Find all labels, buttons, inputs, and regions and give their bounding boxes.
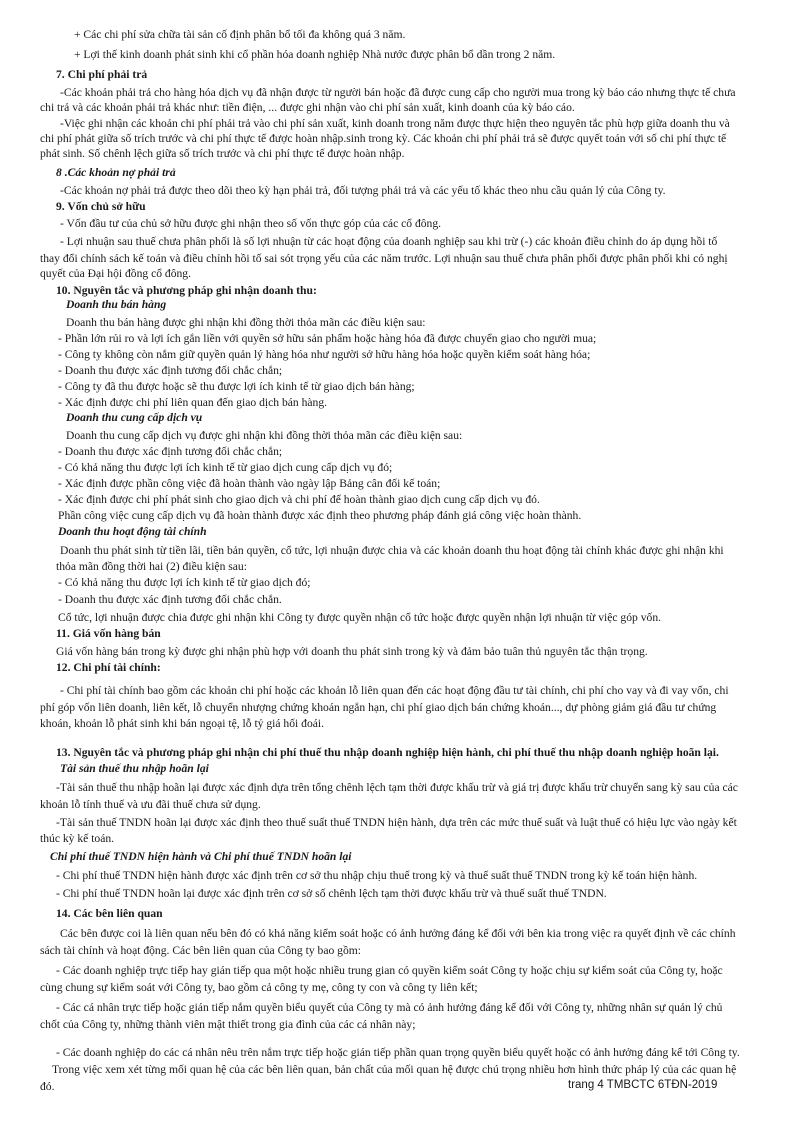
s14-p5-line2: đó. (40, 1080, 55, 1093)
service-condition-2: - Có khả năng thu được lợi ích kinh tế từ giao dịch cung cấp dịch vụ đó; (58, 461, 393, 474)
s12-line3: khoán, khoản lỗ phát sinh khi bán ngoại tệ, lỗ tỷ giá hối đoái. (40, 717, 325, 730)
s7-p2-line2: chi phí phát giữa số trích trước và chi phí thực tế được hoàn nhập.sinh trong kỳ. Các khoản chi phí phải trả sẽ được quyết toán với số chi phí thực tế (40, 132, 727, 145)
service-revenue-intro: Doanh thu cung cấp dịch vụ được ghi nhận khi đồng thời thỏa mãn các điều kiện sau: (66, 429, 463, 442)
s14-p1-line2: sách tài chính và hoạt động. Các bên liên quan của Công ty bao gồm: (40, 944, 362, 957)
section-14-heading: 14. Các bên liên quan (56, 907, 163, 920)
s8-p1: -Các khoản nợ phải trả được theo dõi theo kỳ hạn phải trả, đối tượng phải trả và các yếu tố khác theo nhu cầu quản lý của Công ty. (60, 184, 666, 197)
section-12-heading: 12. Chi phí tài chính: (56, 661, 161, 674)
financial-intro-line1: Doanh thu phát sinh từ tiền lãi, tiền bản quyền, cổ tức, lợi nhuận được chia và các khoản doanh thu hoạt động tài chính khác được ghi nhận khi (60, 544, 724, 557)
deferred-tax-asset-title: Tài sản thuế thu nhập hoãn lại (60, 762, 209, 775)
sales-condition-1: - Phần lớn rủi ro và lợi ích gắn liền với quyền sở hữu sản phẩm hoặc hàng hóa đã được chuyển giao cho người mua; (58, 332, 597, 345)
s9-p2-line1: - Lợi nhuận sau thuế chưa phân phối là số lợi nhuận từ các hoạt động của doanh nghiệp sau khi trừ (-) các khoản điều chỉnh do áp dụng hồi tố (60, 235, 718, 248)
sales-condition-2: - Công ty không còn nắm giữ quyền quản lý hàng hóa như người sở hữu hàng hóa hoặc quyền kiểm soát hàng hóa; (58, 348, 591, 361)
intro-bullet-1: + Các chi phí sửa chữa tài sản cố định phân bổ tối đa không quá 3 năm. (74, 28, 406, 41)
financial-revenue-outro: Cổ tức, lợi nhuận được chia được ghi nhận khi Công ty được quyền nhận cổ tức hoặc được quyền nhận lợi nhuận từ việc góp vốn. (58, 611, 662, 624)
s14-p2-line2: cùng chung sự kiểm soát với Công ty, bao gồm cả công ty mẹ, công ty con và công ty liên kết; (40, 981, 478, 994)
section-11-heading: 11. Giá vốn hàng bán (56, 627, 161, 640)
sales-revenue-intro: Doanh thu bán hàng được ghi nhận khi đồng thời thỏa mãn các điều kiện sau: (66, 316, 426, 329)
service-revenue-outro: Phần công việc cung cấp dịch vụ đã hoàn thành được xác định theo phương pháp đánh giá công việc hoàn thành. (58, 509, 582, 522)
s13-p1-line2: khoản lỗ tính thuế và ưu đãi thuế chưa sử dụng. (40, 798, 261, 811)
section-9-heading: 9. Vốn chủ sở hữu (56, 200, 146, 213)
service-condition-3: - Xác định được phần công việc đã hoàn thành vào ngày lập Bảng cân đối kế toán; (58, 477, 441, 490)
section-10-heading: 10. Nguyên tắc và phương pháp ghi nhận doanh thu: (56, 284, 317, 297)
s9-p1: - Vốn đầu tư của chủ sở hữu được ghi nhận theo số vốn thực góp của các cổ đông. (60, 217, 442, 230)
s9-p2-line3: quyết của Đại hội đồng cổ đông. (40, 267, 192, 280)
s7-p1-line1: -Các khoản phải trả cho hàng hóa dịch vụ đã nhận được từ người bán hoặc đã được cung cấp cho người mua trong kỳ báo cáo nhưng thực tế chưa (60, 86, 736, 99)
financial-revenue-title: Doanh thu hoạt động tài chính (58, 525, 207, 538)
service-condition-4: - Xác định được chi phí phát sinh cho giao dịch và chi phí để hoàn thành giao dịch cung cấp dịch vụ đó. (58, 493, 540, 506)
s13-expense-1: - Chi phí thuế TNDN hiện hành được xác định trên cơ sở thu nhập chịu thuế trong kỳ và thuế suất thuế TNDN trong kỳ kế toán hiện hành. (56, 869, 698, 882)
financial-condition-2: - Doanh thu được xác định tương đối chắc chắn. (58, 593, 282, 606)
s13-p2-line2: thúc kỳ kế toán. (40, 832, 115, 845)
section-13-heading: 13. Nguyên tắc và phương pháp ghi nhận chi phí thuế thu nhập doanh nghiệp hiện hành, chi phí thuế thu nhập doanh nghiệp hoãn lại. (56, 746, 719, 759)
tax-expense-title: Chi phí thuế TNDN hiện hành và Chi phí thuế TNDN hoãn lại (50, 850, 352, 863)
sales-condition-5: - Xác định được chi phí liên quan đến giao dịch bán hàng. (58, 396, 328, 409)
service-revenue-title: Doanh thu cung cấp dịch vụ (66, 411, 203, 424)
sales-condition-3: - Doanh thu được xác định tương đối chắc chắn; (58, 364, 283, 377)
s14-p4: - Các doanh nghiệp do các cá nhân nêu trên nắm trực tiếp hoặc gián tiếp phần quan trọng quyền biểu quyết hoặc có ảnh hưởng đáng kể tới Công ty. (56, 1046, 740, 1059)
s12-line2: phí góp vốn liên doanh, liên kết, lỗ chuyển nhượng chứng khoán ngắn hạn, chi phí giao dịch bán chứng khoán..., dự phòng giảm giá đầu tư chứng (40, 701, 717, 714)
section-8-heading: 8 .Các khoản nợ phải trả (56, 166, 176, 179)
s14-p3-line1: - Các cá nhân trực tiếp hoặc gián tiếp nắm quyền biểu quyết của Công ty mà có ảnh hưởng đáng kể đối với Công ty, những nhân sự quản lý chủ (56, 1001, 723, 1014)
s7-p2-line1: -Việc ghi nhận các khoản chi phí phải trả vào chi phí sản xuất, kinh doanh trong năm được thực hiện theo nguyên tắc phù hợp giữa doanh thu và (60, 117, 730, 130)
s13-p2-line1: -Tài sản thuế TNDN hoãn lại được xác định theo thuế suất thuế TNDN hiện hành, dựa trên các mức thuế suất và luật thuế có hiệu lực vào ngày kết (56, 816, 737, 829)
s11-p1: Giá vốn hàng bán trong kỳ được ghi nhận phù hợp với doanh thu phát sinh trong kỳ và đảm bảo tuân thủ nguyên tắc thận trọng. (56, 645, 648, 658)
service-condition-1: - Doanh thu được xác định tương đối chắc chắn; (58, 445, 283, 458)
financial-intro-line2: thỏa mãn đồng thời hai (2) điều kiện sau: (56, 560, 247, 573)
s13-p1-line1: -Tài sản thuế thu nhập hoãn lại được xác định dựa trên tổng chênh lệch tạm thời được khấu trừ và giá trị được khấu trừ chuyển sang kỳ sau của các (56, 781, 738, 794)
s14-p1-line1: Các bên được coi là liên quan nếu bên đó có khả năng kiểm soát hoặc có ảnh hưởng đáng kể đối với bên kia trong việc ra quyết định về các chính (60, 927, 736, 940)
financial-condition-1: - Có khả năng thu được lợi ích kinh tế từ giao dịch đó; (58, 576, 311, 589)
s9-p2-line2: thay đổi chính sách kế toán và điều chỉnh hồi tố sai sót trọng yếu của các năm trước. Lợi nhuận sau thuế chưa phân phối được phân phối khi có nghị (40, 252, 728, 265)
s14-p2-line1: - Các doanh nghiệp trực tiếp hay gián tiếp qua một hoặc nhiều trung gian có quyền kiểm soát Công ty hoặc chịu sự kiểm soát của Công ty, hoặc (56, 964, 723, 977)
s14-p5-line1: Trong việc xem xét từng mối quan hệ của các bên liên quan, bản chất của mối quan hệ được chú trọng nhiều hơn hình thức pháp lý của các quan hệ (52, 1063, 737, 1076)
s7-p2-line3: phát sinh. Số chênh lệch giữa số trích trước và chi phí thực tế được hoàn nhập. (40, 147, 405, 160)
s13-expense-2: - Chi phí thuế TNDN hoãn lại được xác định trên cơ sở số chênh lệch tạm thời được khấu trừ và thuế suất thuế TNDN. (56, 887, 607, 900)
section-7-heading: 7. Chi phí phải trả (56, 68, 148, 81)
sales-condition-4: - Công ty đã thu được hoặc sẽ thu được lợi ích kinh tế từ giao dịch bán hàng; (58, 380, 415, 393)
s14-p3-line2: chốt của Công ty, những thành viên mật thiết trong gia đình của các cá nhân này; (40, 1018, 416, 1031)
intro-bullet-2: + Lợi thế kinh doanh phát sinh khi cổ phần hóa doanh nghiệp Nhà nước được phân bổ dần trong 2 năm. (74, 48, 556, 61)
sales-revenue-title: Doanh thu bán hàng (66, 298, 167, 311)
s7-p1-line2: chi trả và các khoản phải trả khác như: tiền điện, ... được ghi nhận vào chi phí sản xuất, kinh doanh của kỳ báo cáo. (40, 101, 575, 114)
page-footer: trang 4 TMBCTC 6TĐN-2019 (568, 1079, 718, 1091)
s12-line1: - Chi phí tài chính bao gồm các khoản chi phí hoặc các khoản lỗ liên quan đến các hoạt động đầu tư tài chính, chi phí cho vay và đi vay vốn, chi (60, 684, 729, 697)
